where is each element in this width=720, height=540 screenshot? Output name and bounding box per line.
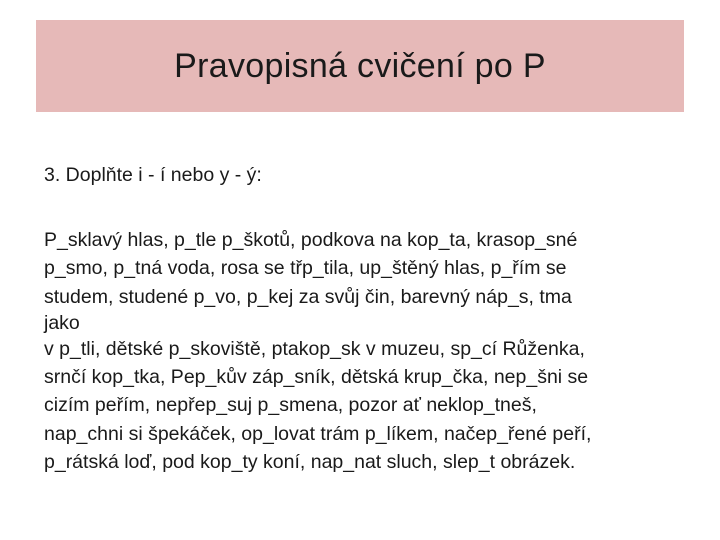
exercise-text [44,226,684,476]
title-banner [36,20,684,112]
exercise-line: P_sklavý hlas, p_tle p_škotů, podkova na kop_ta, krasop_sné [44,229,578,251]
exercise-line: cizím peřím, nepřep_suj p_smena, pozor ať neklop_tneš, [44,394,537,417]
exercise-line: nap_chni si špekáček, op_lovat trám p_líkem, načep_řené peří, [44,422,592,445]
exercise-line: srnčí kop_tka, Pep_kův záp_sník, dětská krup_čka, nep_šni se [44,366,589,389]
exercise-line: p_rátská loď, pod kop_ty koní, nap_nat sluch, slep_t obrázek. [44,451,576,474]
exercise-line: studem, studené p_vo, p_kej za svůj čin, barevný náp_s, tma [44,285,572,308]
exercise-line: jako [44,311,80,334]
exercise-line: p_smo, p_tná voda, rosa se třp_tila, up_štěný hlas, p_řím se [44,257,567,280]
exercise-instruction: 3. Doplňte i - í nebo y - ý: [44,164,262,186]
slide-title: Pravopisná cvičení po P [174,46,546,85]
exercise-line: v p_tli, dětské p_skoviště, ptakop_sk v muzeu, sp_cí Růženka, [44,337,585,360]
